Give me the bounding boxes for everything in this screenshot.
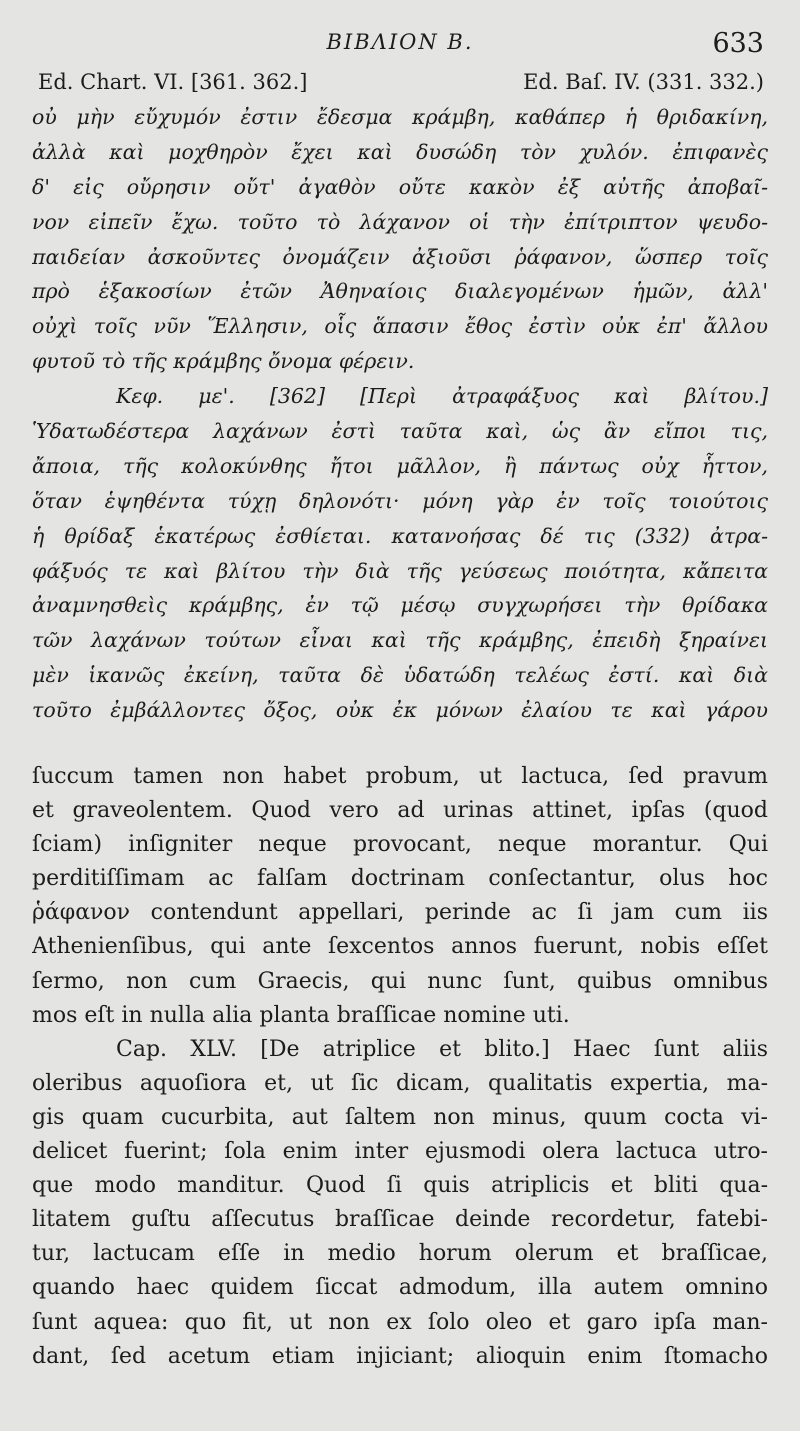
edition-reference-left: Ed. Chart. VI. [361. 362.] [38, 70, 308, 94]
latin-text-line: tur, lactucam eſſe in medio horum olerum et braſſicae, [32, 1241, 768, 1267]
edition-reference-line [38, 70, 764, 94]
latin-text-line: et graveolentem. Quod vero ad urinas attinet, ipſas (quod [32, 798, 768, 824]
latin-text-block [32, 760, 768, 1374]
greek-text-line: τοῦτο ἐμβάλλοντες ὄξος, οὐκ ἐκ μόνων ἐλαίου τε καὶ γάρου [32, 698, 768, 723]
greek-text-line: παιδείαν ἀσκοῦντες ὀνομάζειν ἀξιοῦσι ῥάφανον, ὥσπερ τοῖς [32, 244, 768, 269]
greek-text-block [32, 100, 768, 728]
latin-text-line: quando haec quidem ſiccat admodum, illa autem omnino [32, 1275, 768, 1301]
greek-text-line: μὲν ἱκανῶς ἐκείνη, ταῦτα δὲ ὑδατώδη τελέως ἐστί. καὶ διὰ [32, 663, 768, 688]
greek-text-line: τῶν λαχάνων τούτων εἶναι καὶ τῆς κράμβης, ἐπειδὴ ξηραίνει [32, 628, 768, 653]
latin-text-line: ῥάφανον contendunt appellari, perinde ac ſi jam cum iis [32, 900, 768, 926]
latin-text-line: ſuccum tamen non habet probum, ut lactuca, ſed pravum [32, 764, 768, 789]
greek-text-line: φάξυός τε καὶ βλίτου τὴν διὰ τῆς γεύσεως ποιότητα, κἄπειτα [32, 558, 768, 583]
latin-text-line: ſermo, non cum Graecis, qui nunc ſunt, quibus omnibus [32, 968, 768, 994]
greek-text-line: ὅταν ἑψηθέντα τύχῃ δηλονότι· μόνη γὰρ ἐν τοῖς τοιούτοις [32, 488, 768, 513]
latin-text-line: litatem guſtu aſſecutus braſſicae deinde recordetur, fatebi- [32, 1207, 768, 1233]
latin-text-line: gis quam cucurbita, aut ſaltem non minus, quum cocta vi- [32, 1104, 768, 1130]
latin-text-line: Athenienſibus, qui ante ſexcentos annos fuerunt, nobis eſſet [32, 934, 768, 960]
latin-text-line: mos eſt in nulla alia planta braſſicae nomine uti. [32, 1002, 570, 1028]
latin-text-line: dant, ſed acetum etiam injiciant; alioquin enim ſtomacho [32, 1343, 768, 1369]
latin-chapter-heading-line: Cap. XLV. [De atriplice et blito.] Haec ſunt aliis [116, 1036, 768, 1062]
greek-text-line: δ' εἰς οὔρησιν οὔτ' ἀγαθὸν οὔτε κακὸν ἐξ αὐτῆς ἀποβαῖ- [32, 174, 768, 199]
greek-text-line: νον εἰπεῖν ἔχω. τοῦτο τὸ λάχανον οἱ τὴν ἐπίτριπτον ψευδο- [32, 209, 768, 234]
greek-text-line: φυτοῦ τὸ τῆς κράμβης ὄνομα φέρειν. [32, 349, 415, 374]
page-number: 633 [712, 28, 764, 59]
latin-text-line: oleribus aquoſiora et, ut ſic dicam, qualitatis expertia, ma- [32, 1070, 768, 1096]
greek-text-line: οὐ μὴν εὔχυμόν ἐστιν ἔδεσμα κράμβη, καθάπερ ἡ θριδακίνη, [32, 105, 768, 129]
latin-text-line: ſunt aquea: quo fit, ut non ex ſolo oleo et garo ipſa man- [32, 1309, 768, 1335]
edition-reference-right: Ed. Baſ. IV. (331. 332.) [523, 70, 764, 94]
running-head [0, 28, 800, 64]
running-title: ΒΙΒΛΙΟΝ Β. [326, 30, 474, 54]
greek-text-line: ἀλλὰ καὶ μοχθηρὸν ἔχει καὶ δυσώδη τὸν χυλόν. ἐπιφανὲς [32, 139, 768, 164]
latin-text-line: perditiſſimam ac falſam doctrinam conſectantur, olus hoc [32, 866, 768, 892]
greek-text-line: ἄποια, τῆς κολοκύνθης ἤτοι μᾶλλον, ἢ πάντως οὐχ ἧττον, [32, 453, 768, 478]
greek-text-line: πρὸ ἑξακοσίων ἐτῶν Ἀθηναίοις διαλεγομένων ἡμῶν, ἀλλ' [32, 279, 768, 304]
greek-text-line: ἀναμνησθεὶς κράμβης, ἐν τῷ μέσῳ συγχωρήσει τὴν θρίδακα [32, 593, 768, 618]
latin-text-line: delicet fuerint; ſola enim inter ejusmodi olera lactuca utro- [32, 1139, 768, 1165]
latin-text-line: ſciam) inſigniter neque provocant, neque morantur. Qui [32, 832, 768, 858]
greek-text-line: οὐχὶ τοῖς νῦν Ἕλλησιν, οἷς ἅπασιν ἔθος ἐστὶν οὐκ ἐπ' ἄλλου [32, 314, 768, 339]
greek-chapter-heading: Κεφ. με'. [362] [Περὶ ἀτραφάξυος καὶ βλίτου.] [116, 384, 768, 409]
greek-text-line: ἡ θρίδαξ ἑκατέρως ἐσθίεται. κατανοήσας δέ τις (332) ἀτρα- [32, 523, 768, 548]
latin-text-line: que modo manditur. Quod ſi quis atriplicis et bliti qua- [32, 1173, 768, 1199]
greek-text-line: Ὑδατωδέστερα λαχάνων ἐστὶ ταῦτα καὶ, ὡς ἂν εἴποι τις, [32, 419, 768, 444]
